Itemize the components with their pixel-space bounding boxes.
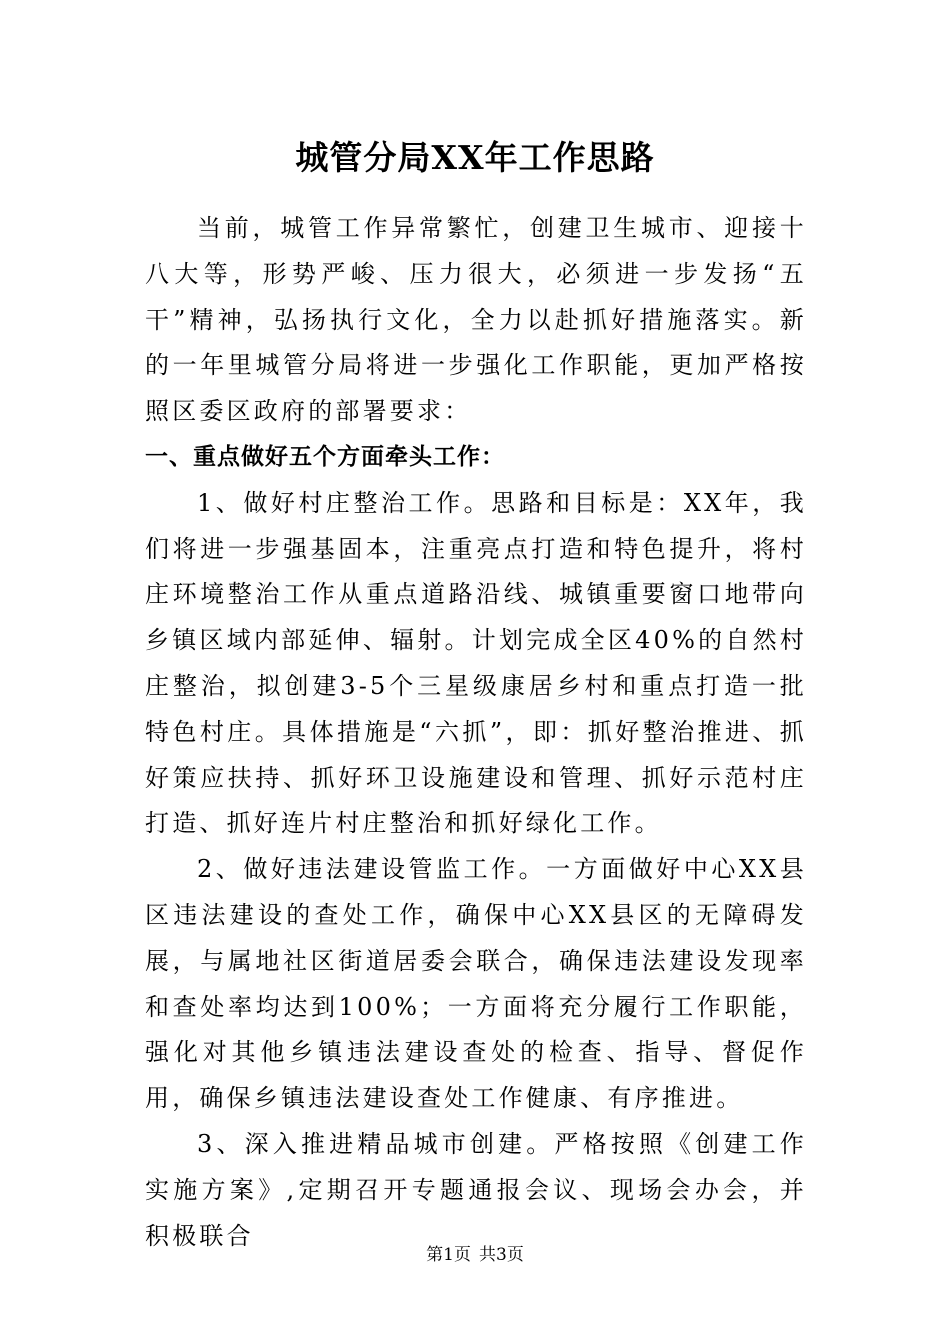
document-body <box>145 206 807 1259</box>
document-title: 城管分局XX年工作思路 <box>295 138 655 177</box>
page-footer <box>0 1243 950 1267</box>
section-heading: 一、重点做好五个方面牵头工作： <box>145 443 505 470</box>
intro-paragraph: 当前，城管工作异常繁忙，创建卫生城市、迎接十八大等，形势严峻、压力很大，必须进一步发扬“五干”精神，弘扬执行文化，全力以赴抓好措施落实。新的一年里城管分局将进一步强化工作职能，更加严格按照区委区政府的部署要求： <box>145 214 807 426</box>
item-paragraph-2: 2、做好违法建设管监工作。一方面做好中心XX县区违法建设的查处工作，确保中心XX县区的无障碍发展，与属地社区街道居委会联合，确保违法建设发现率和查处率均达到100%；一方面将充分履行工作职能，强化对其他乡镇违法建设查处的检查、指导、督促作用，确保乡镇违法建设查处工作健康、有序推进。 <box>145 855 807 1113</box>
item-paragraph-3: 3、深入推进精品城市创建。严格按照《创建工作实施方案》,定期召开专题通报会议、现场会办会，并积极联合 <box>145 1129 807 1250</box>
page-number: 第1页 <box>426 1245 471 1265</box>
page-total: 共3页 <box>479 1245 524 1265</box>
item-paragraph-1: 1、做好村庄整治工作。思路和目标是：XX年，我们将进一步强基固本，注重亮点打造和特色提升，将村庄环境整治工作从重点道路沿线、城镇重要窗口地带向乡镇区域内部延伸、辐射。计划完成全区40%的自然村庄整治，拟创建3-5个三星级康居乡村和重点打造一批特色村庄。具体措施是“六抓”，即：抓好整治推进、抓好策应扶持、抓好环卫设施建设和管理、抓好示范村庄打造、抓好连片村庄整治和抓好绿化工作。 <box>145 488 807 838</box>
